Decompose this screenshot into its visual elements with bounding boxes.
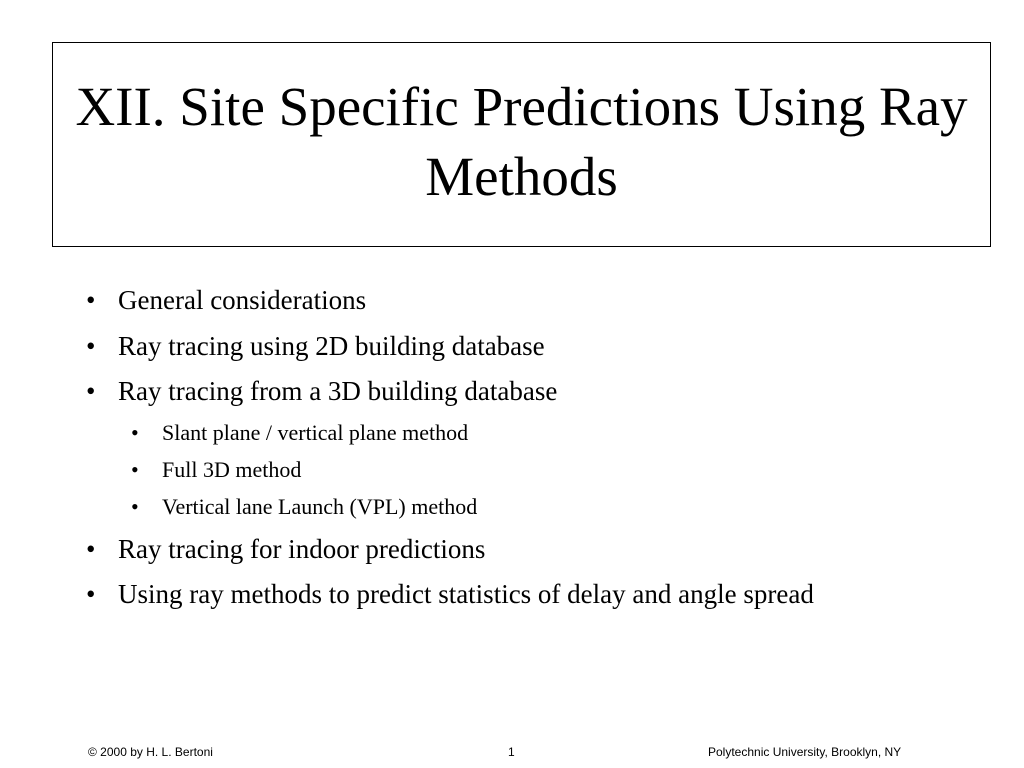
sub-bullet-text: Full 3D method: [162, 457, 302, 482]
sub-bullet-icon: •: [131, 457, 139, 482]
sub-bullet-icon: •: [131, 420, 139, 445]
bullet-icon: •: [86, 331, 96, 361]
footer-page-number: 1: [508, 745, 515, 759]
bullet-icon: •: [86, 534, 96, 564]
sub-bullet-icon: •: [131, 494, 139, 519]
slide-title: XII. Site Specific Predictions Using Ray Methods: [75, 75, 968, 207]
bullet-icon: •: [86, 376, 96, 406]
bullet-text: General considerations: [118, 285, 367, 315]
sub-bullet-text: Vertical lane Launch (VPL) method: [162, 494, 478, 519]
bullet-text: Ray tracing for indoor predictions: [118, 534, 486, 564]
slide-footer: [0, 744, 1024, 762]
bullet-icon: •: [86, 285, 96, 315]
footer-institution: Polytechnic University, Brooklyn, NY: [708, 745, 902, 759]
sub-bullet-text: Slant plane / vertical plane method: [162, 420, 469, 445]
bullet-text: Ray tracing using 2D building database: [118, 331, 545, 361]
bullet-icon: •: [86, 579, 96, 609]
bullet-text: Ray tracing from a 3D building database: [118, 376, 558, 406]
bullet-text: Using ray methods to predict statistics of delay and angle spread: [118, 579, 814, 609]
footer-copyright: © 2000 by H. L. Bertoni: [88, 745, 213, 759]
